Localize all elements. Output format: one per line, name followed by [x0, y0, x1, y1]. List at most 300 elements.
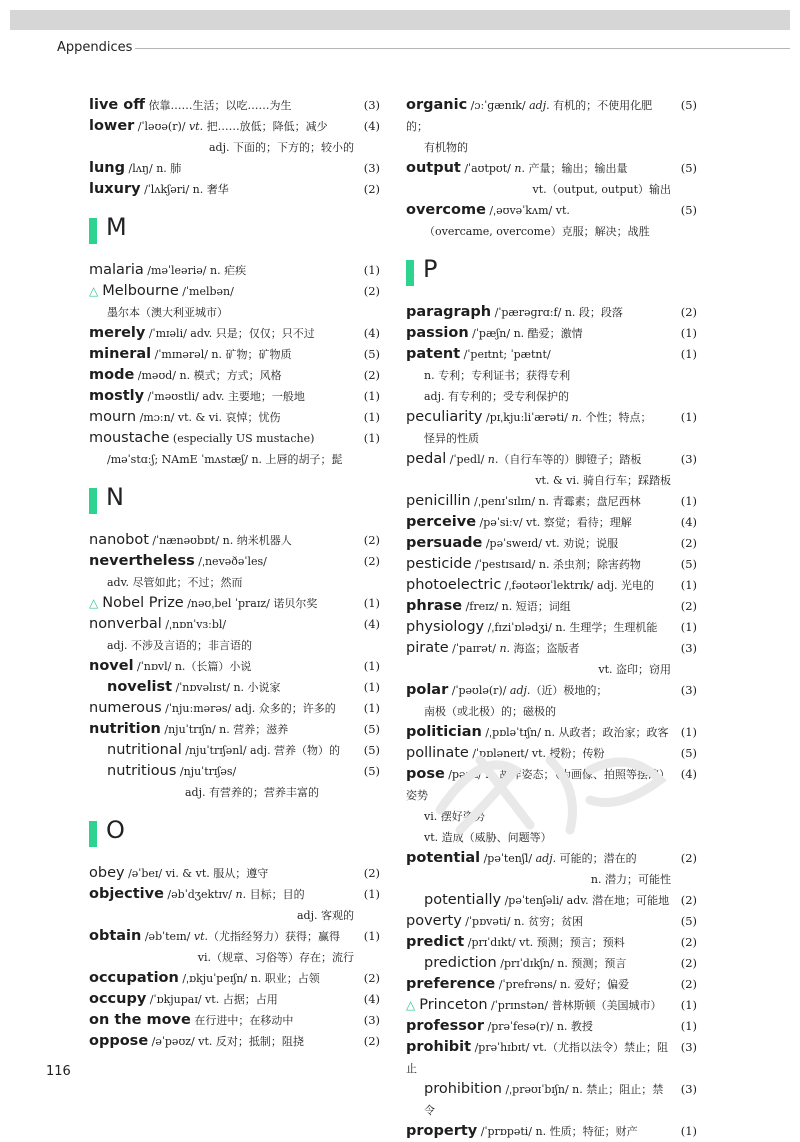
headword: pedal — [406, 451, 447, 467]
glossary-entry — [89, 386, 380, 407]
entry-line — [406, 1121, 697, 1142]
unit-number: (5) — [680, 914, 697, 928]
headword: paragraph — [406, 304, 492, 320]
headword: property — [406, 1123, 478, 1139]
headword: peculiarity — [406, 409, 483, 425]
headword: nonverbal — [89, 616, 162, 632]
part-of-speech: vt. — [193, 930, 209, 943]
entry-line — [406, 95, 697, 137]
definition: （尤指经努力）获得；赢得 — [208, 930, 341, 943]
definition: /pəˈsweɪd/ vt. 劝说；说服 — [482, 537, 619, 550]
headword: organic — [406, 97, 468, 113]
watermark — [420, 730, 680, 840]
section-letter-text: N — [106, 483, 124, 511]
headword: penicillin — [406, 493, 471, 509]
headword: perceive — [406, 514, 477, 530]
definition: /ˈprɪnstən/ 普林斯顿（美国城市） — [487, 999, 662, 1012]
entry-line — [89, 1010, 380, 1031]
glossary-entry — [89, 1010, 380, 1031]
entry-line — [89, 407, 380, 428]
unit-number: (5) — [363, 347, 380, 361]
definition: 海盗；盗版者 — [510, 642, 580, 655]
headword: nutrition — [89, 721, 161, 737]
unit-number: (2) — [680, 956, 697, 970]
entry-continuation: adj. 有营养的；营养丰富的 — [185, 786, 320, 799]
headword: nanobot — [89, 532, 149, 548]
headword: overcome — [406, 202, 486, 218]
glossary-entry — [89, 593, 380, 614]
definition: /prəˈfesə(r)/ n. 教授 — [484, 1020, 593, 1033]
glossary-entry — [89, 698, 380, 719]
definition: 有机的；不使用化肥的； — [406, 99, 653, 133]
headword: preference — [406, 976, 496, 992]
entry-continuation: 怪异的性质 — [424, 432, 479, 445]
unit-number: (5) — [680, 98, 697, 112]
unit-number: (2) — [363, 368, 380, 382]
glossary-entry — [406, 449, 697, 491]
entry-continuation: vt. 造成（威胁、问题等） — [424, 831, 552, 844]
entry-line — [406, 953, 697, 974]
unit-number: (1) — [363, 389, 380, 403]
definition: /ˌpenɪˈsɪlɪn/ n. 青霉素；盘尼西林 — [470, 495, 641, 508]
unit-number: (1) — [363, 680, 380, 694]
entry-line — [89, 386, 380, 407]
headword: Nobel Prize — [102, 595, 184, 611]
glossary-entry — [406, 512, 697, 533]
definition: /freɪz/ n. 短语；词组 — [462, 600, 571, 613]
unit-number: (1) — [680, 410, 697, 424]
definition: 依靠……生活；以吃……为生 — [144, 99, 292, 112]
glossary-entry — [89, 740, 380, 761]
glossary-entry — [406, 890, 697, 911]
glossary-entry — [89, 344, 380, 365]
entry-line — [406, 323, 697, 344]
headword: patent — [406, 346, 461, 362]
definition: 个性；特点； — [582, 411, 652, 424]
glossary-entry — [89, 761, 380, 803]
definition: /məʊd/ n. 模式；方式；风格 — [134, 369, 282, 382]
unit-number: (1) — [680, 725, 697, 739]
definition: /əˈbeɪ/ vi. & vt. 服从；遵守 — [124, 867, 269, 880]
entry-continuation: vt.（output, output）输出 — [532, 183, 671, 196]
unit-number: (1) — [363, 431, 380, 445]
headword: physiology — [406, 619, 485, 635]
entry-line — [406, 974, 697, 995]
unit-number: (4) — [363, 326, 380, 340]
definition: /ˈnɒvl/ n.（长篇）小说 — [133, 660, 252, 673]
section-letter — [406, 252, 697, 296]
triangle-icon: △ — [406, 998, 416, 1012]
unit-number: (3) — [680, 1040, 697, 1054]
entry-line — [406, 890, 697, 911]
definition: /əˈpəʊz/ vt. 反对；抵制；阻挠 — [148, 1035, 304, 1048]
unit-number: (1) — [363, 659, 380, 673]
unit-number: (1) — [680, 494, 697, 508]
entry-line — [89, 989, 380, 1010]
unit-number: (2) — [680, 305, 697, 319]
entry-line — [89, 614, 380, 635]
unit-number: (1) — [680, 1019, 697, 1033]
unit-number: (4) — [363, 992, 380, 1006]
headword: professor — [406, 1018, 485, 1034]
headword: predict — [406, 934, 465, 950]
entry-continuation: adj. 有专利的；受专利保护的 — [424, 390, 570, 403]
entry-continuation: n. 专利；专利证书；获得专利 — [424, 369, 571, 382]
pronunciation: /ˌnevəðəˈles/ — [194, 555, 267, 568]
section-letter-text: M — [106, 213, 127, 241]
section-letter-text: O — [106, 816, 125, 844]
glossary-entry — [406, 533, 697, 554]
glossary-entry — [89, 614, 380, 656]
unit-number: (1) — [363, 410, 380, 424]
unit-number: (1) — [363, 263, 380, 277]
entry-continuation: vi.（规章、习俗等）存在；流行 — [197, 951, 354, 964]
entry-line — [89, 677, 380, 698]
part-of-speech: adj. — [509, 684, 531, 697]
glossary-entry — [89, 179, 380, 200]
entry-line — [89, 530, 380, 551]
definition: /məˈleəriə/ n. 疟疾 — [143, 264, 247, 277]
headword: pirate — [406, 640, 449, 656]
entry-line — [406, 533, 697, 554]
headword: mineral — [89, 346, 152, 362]
headword: novel — [89, 658, 134, 674]
headword: occupy — [89, 991, 147, 1007]
unit-number: (2) — [680, 893, 697, 907]
headword: pollinate — [406, 745, 469, 761]
entry-line — [89, 179, 380, 200]
headword: mode — [89, 367, 135, 383]
entry-line — [406, 158, 697, 179]
pronunciation: /ˈpeɪtnt; ˈpætnt/ — [460, 348, 551, 361]
triangle-icon: △ — [89, 596, 99, 610]
entry-line — [89, 365, 380, 386]
definition: /ˈməʊstli/ adv. 主要地；一般地 — [144, 390, 305, 403]
header-rule — [135, 48, 790, 49]
unit-number: (1) — [680, 578, 697, 592]
unit-number: (3) — [680, 452, 697, 466]
entry-continuation: n. 潜力；可能性 — [590, 873, 671, 886]
definition: /ˈprɒpəti/ n. 性质；特征；财产 — [477, 1125, 638, 1138]
entry-continuation: adj. 不涉及言语的；非言语的 — [107, 639, 253, 652]
glossary-entry — [406, 617, 697, 638]
part-of-speech: adj. — [529, 99, 550, 112]
unit-number: (5) — [363, 764, 380, 778]
entry-continuation: 南极（或北极）的；磁极的 — [424, 705, 556, 718]
entry-continuation: 墨尔本（澳大利亚城市） — [107, 306, 228, 319]
definition: /ˈlʌkʃəri/ n. 奢华 — [140, 183, 229, 196]
headword: obey — [89, 865, 125, 881]
entry-line — [89, 968, 380, 989]
entry-line — [406, 575, 697, 596]
entry-line — [406, 911, 697, 932]
entry-line — [406, 449, 697, 470]
definition: /ˌfɪziˈɒlədʒi/ n. 生理学；生理机能 — [484, 621, 658, 634]
glossary-entry — [406, 680, 697, 722]
glossary-entry — [89, 281, 380, 323]
definition: /ˈpestɪsaɪd/ n. 杀虫剂；除害药物 — [471, 558, 641, 571]
glossary-entry — [406, 158, 697, 200]
entry-line — [406, 491, 697, 512]
part-of-speech: n. — [235, 888, 247, 901]
entry-line — [406, 407, 697, 428]
entry-line — [89, 551, 380, 572]
unit-number: (5) — [680, 557, 697, 571]
glossary-entry — [406, 1121, 697, 1142]
pronunciation: /ɔːˈɡænɪk/ — [467, 99, 530, 112]
entry-line — [89, 884, 380, 905]
headword: prediction — [424, 955, 497, 971]
entry-line — [406, 1016, 697, 1037]
unit-number: (3) — [680, 641, 697, 655]
glossary-entry — [89, 530, 380, 551]
right-column — [406, 95, 697, 1142]
section-letter — [89, 210, 380, 254]
entry-continuation: adj. 客观的 — [296, 909, 354, 922]
definition: /prəˈhɪbɪt/ vt.（尤指以法令）禁止；阻止 — [406, 1041, 669, 1075]
definition: /pəˈtenʃəli/ adv. 潜在地；可能地 — [501, 894, 670, 907]
headword: mourn — [89, 409, 137, 425]
headword: prohibition — [424, 1081, 502, 1097]
definition: /njuˈtrɪʃənl/ adj. 营养（物）的 — [181, 744, 341, 757]
glossary-entry — [406, 995, 697, 1016]
definition: /prɪˈdɪkt/ vt. 预测；预言；预料 — [464, 936, 625, 949]
glossary-entry — [89, 116, 380, 158]
definition: （近）极地的； — [530, 684, 608, 697]
unit-number: (4) — [680, 515, 697, 529]
entry-line — [89, 323, 380, 344]
part-of-speech: n. — [571, 411, 583, 424]
headword: obtain — [89, 928, 142, 944]
triangle-icon: △ — [89, 284, 99, 298]
entry-line — [406, 512, 697, 533]
glossary-entry — [89, 260, 380, 281]
glossary-entry — [89, 656, 380, 677]
definition: /ˈpæʃn/ n. 酷爱；激情 — [468, 327, 583, 340]
pronunciation: /pəˈtenʃl/ — [480, 852, 536, 865]
entry-line — [89, 863, 380, 884]
glossary-entry — [89, 428, 380, 470]
entry-line — [89, 656, 380, 677]
unit-number: (3) — [363, 1013, 380, 1027]
unit-number: (1) — [680, 998, 697, 1012]
entry-line — [89, 344, 380, 365]
definition: /njuˈtrɪʃn/ n. 营养；滋养 — [160, 723, 289, 736]
entry-continuation: adv. 尽管如此；不过；然而 — [107, 576, 243, 589]
glossary-entry — [89, 719, 380, 740]
entry-line — [406, 344, 697, 365]
headword: potential — [406, 850, 481, 866]
definition: /ˈpærəɡrɑːf/ n. 段；段落 — [491, 306, 623, 319]
entry-continuation: /məˈstɑːʃ; NAmE ˈmʌstæʃ/ n. 上唇的胡子；髭 — [107, 453, 343, 466]
unit-number: (2) — [363, 284, 380, 298]
glossary-entry — [406, 1016, 697, 1037]
headword: objective — [89, 886, 164, 902]
headword: prohibit — [406, 1039, 472, 1055]
headword: novelist — [107, 679, 173, 695]
unit-number: (1) — [680, 326, 697, 340]
pronunciation: /ˈaʊtpʊt/ — [460, 162, 515, 175]
headword: persuade — [406, 535, 483, 551]
pronunciation: /pɪˌkjuːliˈærəti/ — [482, 411, 572, 424]
unit-number: (2) — [363, 866, 380, 880]
headword: malaria — [89, 262, 144, 278]
pronunciation: /əbˈteɪn/ — [141, 930, 194, 943]
headword: photoelectric — [406, 577, 502, 593]
glossary-entry — [89, 551, 380, 593]
definition: 目标；目的 — [246, 888, 305, 901]
entry-line — [89, 926, 380, 947]
entry-line — [406, 848, 697, 869]
definition: /prɪˈdɪkʃn/ n. 预测；预言 — [496, 957, 627, 970]
definition: /lʌŋ/ n. 肺 — [125, 162, 182, 175]
unit-number: (4) — [363, 119, 380, 133]
glossary-entry — [406, 323, 697, 344]
pronunciation: /njuˈtrɪʃəs/ — [176, 765, 237, 778]
entry-continuation: vt. & vi. 骑自行车；踩踏板 — [535, 474, 671, 487]
headword: pesticide — [406, 556, 472, 572]
glossary-entry — [89, 989, 380, 1010]
definition: /ˈprefrəns/ n. 爱好；偏爱 — [495, 978, 630, 991]
glossary-entry — [89, 863, 380, 884]
pronunciation: /ˈləʊə(r)/ — [134, 120, 189, 133]
headword: passion — [406, 325, 469, 341]
definition: 把……放低；降低；减少 — [203, 120, 328, 133]
entry-line — [89, 740, 380, 761]
definition: /ˌprəʊɪˈbɪʃn/ n. 禁止；阻止；禁令 — [424, 1083, 664, 1117]
entry-line — [406, 302, 697, 323]
page-number: 116 — [46, 1064, 71, 1079]
entry-line — [406, 617, 697, 638]
headword: politician — [406, 724, 482, 740]
headword: polar — [406, 682, 449, 698]
unit-number: (1) — [363, 701, 380, 715]
entry-line — [406, 680, 697, 701]
unit-number: (2) — [363, 971, 380, 985]
definition: 产量；输出；输出量 — [524, 162, 628, 175]
part-of-speech: adj. — [535, 852, 557, 865]
headword: pose — [406, 766, 445, 782]
part-of-speech: n. — [499, 642, 511, 655]
unit-number: (2) — [363, 1034, 380, 1048]
unit-number: (2) — [680, 935, 697, 949]
entry-line — [406, 1037, 697, 1079]
glossary-entry — [406, 911, 697, 932]
headword: live off — [89, 97, 145, 113]
section-marker-bar — [89, 488, 97, 514]
headword: merely — [89, 325, 146, 341]
headword: Melbourne — [102, 283, 179, 299]
unit-number: (3) — [363, 161, 380, 175]
entry-line — [406, 554, 697, 575]
entry-continuation: 有机物的 — [424, 141, 468, 154]
glossary-entry — [406, 302, 697, 323]
entry-line — [89, 281, 380, 302]
glossary-entry — [89, 323, 380, 344]
unit-number: (1) — [363, 596, 380, 610]
headword: Princeton — [419, 997, 488, 1013]
section-marker-bar — [406, 260, 414, 286]
pronunciation: /ˈpəʊlə(r)/ — [448, 684, 510, 697]
glossary-entry — [406, 407, 697, 449]
glossary-entry — [406, 344, 697, 407]
entry-line — [406, 200, 697, 221]
glossary-entry — [406, 95, 697, 158]
headword: nevertheless — [89, 553, 195, 569]
definition: /nəʊˌbel ˈpraɪz/ 诺贝尔奖 — [183, 597, 318, 610]
glossary-entry — [406, 200, 697, 242]
headword: moustache — [89, 430, 170, 446]
unit-number: (1) — [363, 887, 380, 901]
definition: /ˌɒkjuˈpeɪʃn/ n. 职业；占领 — [178, 972, 320, 985]
unit-number: (1) — [680, 347, 697, 361]
pronunciation: /əbˈdʒektɪv/ — [163, 888, 236, 901]
glossary-entry — [89, 677, 380, 698]
unit-number: (2) — [680, 599, 697, 613]
page-header-title: Appendices — [57, 40, 133, 55]
definition: （自行车等的）脚镫子；踏板 — [498, 453, 642, 466]
left-column — [89, 95, 380, 1052]
glossary-entry — [406, 575, 697, 596]
headword: nutritional — [107, 742, 182, 758]
headword: oppose — [89, 1033, 149, 1049]
entry-line — [89, 116, 380, 137]
unit-number: (5) — [680, 203, 697, 217]
definition: /ˈnjuːmərəs/ adj. 众多的；许多的 — [161, 702, 336, 715]
definition: 在行进中；在移动中 — [190, 1014, 294, 1027]
unit-number: (2) — [363, 554, 380, 568]
part-of-speech: n. — [487, 453, 499, 466]
entry-continuation: adj. 下面的；下方的；较小的 — [208, 141, 354, 154]
entry-line — [89, 428, 380, 449]
entry-line — [89, 698, 380, 719]
glossary-entry — [89, 158, 380, 179]
entry-line — [89, 260, 380, 281]
headword: occupation — [89, 970, 179, 986]
headword: lung — [89, 160, 125, 176]
entry-line — [89, 158, 380, 179]
entry-line — [89, 719, 380, 740]
unit-number: (2) — [680, 977, 697, 991]
definition: /pəˈsiːv/ vt. 察觉；看待；理解 — [476, 516, 632, 529]
entry-continuation: vi. 摆好姿势 — [424, 810, 485, 823]
definition: /ˈnænəʊbɒt/ n. 纳米机器人 — [148, 534, 292, 547]
definition: /ˈpɒləneɪt/ vt. 授粉；传粉 — [468, 747, 605, 760]
definition: /ˈɒkjupaɪ/ vt. 占据；占用 — [146, 993, 278, 1006]
unit-number: (1) — [363, 929, 380, 943]
headword: potentially — [424, 892, 502, 908]
glossary-entry — [406, 554, 697, 575]
section-letter-text: P — [423, 255, 438, 283]
headword: nutritious — [107, 763, 177, 779]
glossary-entry — [406, 953, 697, 974]
headword: numerous — [89, 700, 162, 716]
headword: lower — [89, 118, 135, 134]
definition: /ˈpɒvəti/ n. 贫穷；贫困 — [461, 915, 584, 928]
definition: /ˈmɪnərəl/ n. 矿物；矿物质 — [151, 348, 292, 361]
unit-number: (2) — [680, 851, 697, 865]
glossary-entry — [89, 365, 380, 386]
entry-line — [406, 638, 697, 659]
pronunciation: /ˈpedl/ — [446, 453, 488, 466]
unit-number: (5) — [363, 722, 380, 736]
entry-continuation: （overcame, overcome）克服；解决；战胜 — [424, 225, 650, 238]
unit-number: (2) — [680, 536, 697, 550]
unit-number: (3) — [680, 1082, 697, 1096]
entry-line — [406, 995, 697, 1016]
entry-line — [406, 932, 697, 953]
glossary-entry — [406, 848, 697, 890]
